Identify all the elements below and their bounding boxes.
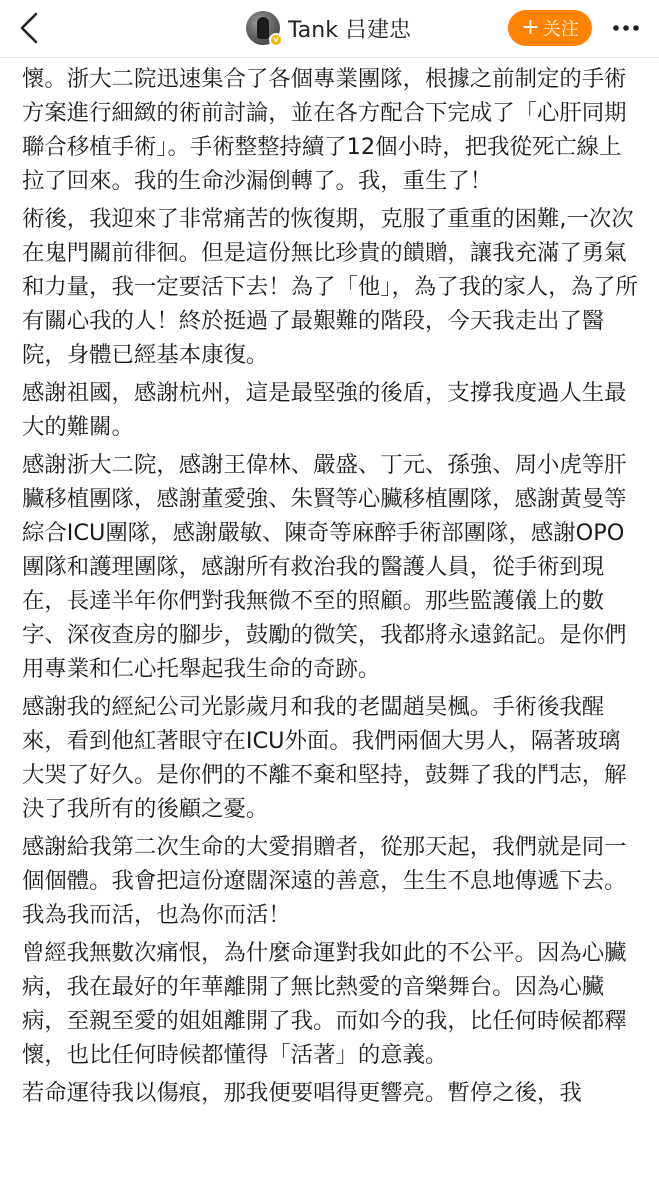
follow-button[interactable] — [508, 10, 592, 46]
verified-badge-icon: v — [269, 33, 283, 47]
plus-icon: + — [521, 15, 540, 40]
post-paragraph: 感謝浙大二院，感謝王偉林、嚴盛、丁元、孫強、周小虎等肝臟移植團隊，感謝董愛強、朱賢等心臟移植團隊，感謝黃曼等綜合ICU團隊，感謝嚴敏、陳奇等麻醉手術部團隊，感謝OPO團隊和護理團隊，感謝所有救治我的醫護人員，從手術到現在，長達半年你們對我無微不至的照顧。那些監護儀上的數字、深夜查房的腳步，鼓勵的微笑，我都將永遠銘記。是你們用專業和仁心托舉起我生命的奇跡。 — [22, 452, 627, 682]
post-paragraph: 曾經我無數次痛恨，為什麼命運對我如此的不公平。因為心臟病，我在最好的年華離開了無比熱愛的音樂舞台。因為心臟病，至親至愛的姐姐離開了我。而如今的我，比任何時候都釋懷，也比任何時候都懂得「活著」的意義。 — [22, 940, 627, 1068]
back-button[interactable] — [10, 8, 50, 48]
post-body — [22, 62, 640, 1114]
username[interactable]: Tank 吕建忠 — [288, 17, 411, 43]
follow-button-label: 关注 — [542, 19, 579, 40]
top-navigation-bar — [0, 0, 659, 58]
more-dots-icon — [604, 31, 648, 50]
more-button[interactable] — [604, 10, 648, 46]
post-paragraph: 懷。浙大二院迅速集合了各個專業團隊，根據之前制定的手術方案進行細緻的術前討論，並在各方配合下完成了「心肝同期聯合移植手術」。手術整整持續了12個小時，把我從死亡線上拉了回來。我的生命沙漏倒轉了。我，重生了！ — [22, 66, 627, 194]
back-arrow-icon — [10, 8, 50, 48]
post-paragraph: 若命運待我以傷痕，那我便要唱得更響亮。暫停之後，我 — [22, 1080, 582, 1106]
post-paragraph: 感謝給我第二次生命的大愛捐贈者，從那天起，我們就是同一個個體。我會把這份遼闊深遠的善意，生生不息地傳遞下去。我為我而活，也為你而活！ — [22, 834, 627, 928]
post-paragraph: 感謝我的經紀公司光影歲月和我的老闆趙昊楓。手術後我醒來，看到他紅著眼守在ICU外面。我們兩個大男人，隔著玻璃大哭了好久。是你們的不離不棄和堅持，鼓舞了我的鬥志，解決了我所有的後顧之憂。 — [22, 694, 627, 822]
post-paragraph: 感謝祖國，感謝杭州，這是最堅強的後盾，支撐我度過人生最大的難關。 — [22, 380, 627, 440]
avatar-figure — [257, 17, 269, 39]
user-profile-link[interactable] — [246, 9, 411, 47]
avatar[interactable] — [246, 11, 280, 45]
post-paragraph: 術後，我迎來了非常痛苦的恢復期，克服了重重的困難,一次次在鬼門關前徘徊。但是這份無比珍貴的饋贈，讓我充滿了勇氣和力量，我一定要活下去！為了「他」，為了我的家人，為了所有關心我的人！終於挺過了最艱難的階段，今天我走出了醫院，身體已經基本康復。 — [22, 206, 638, 368]
